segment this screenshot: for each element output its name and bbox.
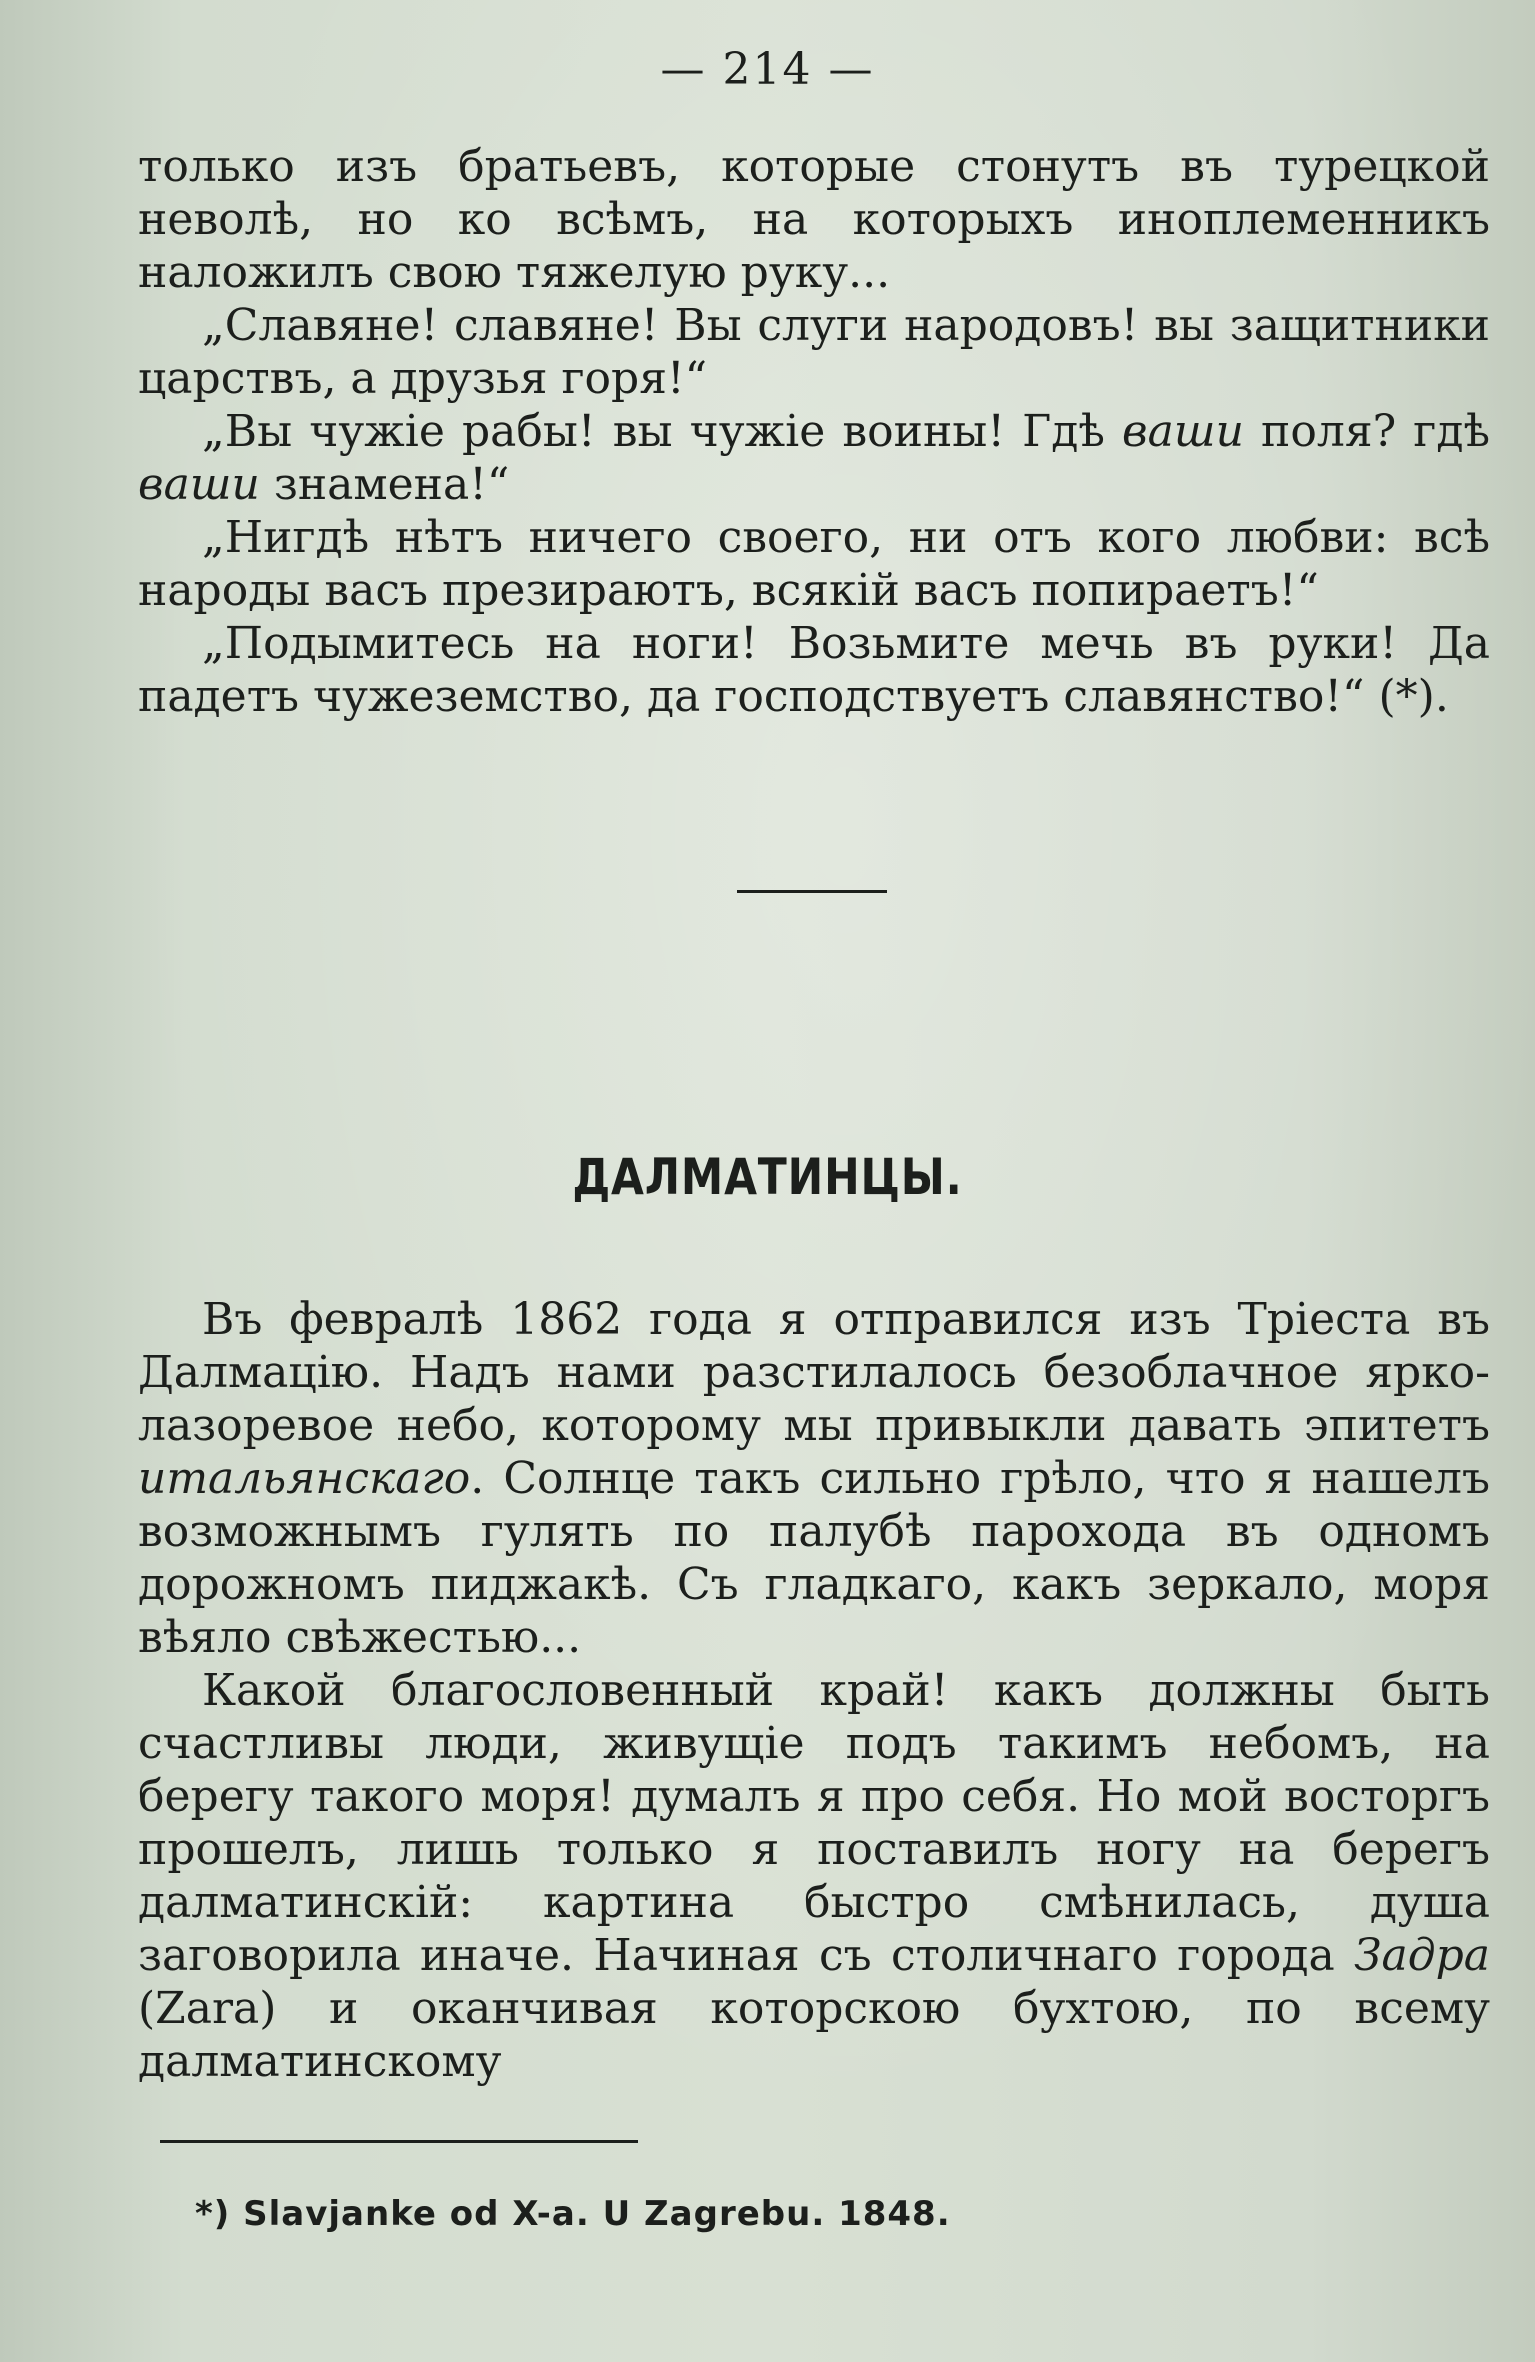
paragraph-foreign-slaves (138, 405, 1490, 511)
paragraph-voyage (138, 1293, 1490, 1664)
italic-word: Задра (1354, 1930, 1490, 1981)
paragraph-slavs-quote: „Славяне! славяне! Вы слуги народовъ! вы защитники царствъ, а друзья горя!“ (138, 300, 1490, 404)
paragraph-blessed-land (138, 1664, 1490, 2088)
top-section (138, 140, 1490, 723)
paragraph-rise-up: „Подымитесь на ноги! Возьмите мечь въ руки! Да падетъ чужеземство, да господствуетъ славянство!“ (*). (138, 618, 1490, 722)
text-run: . Солнце такъ сильно грѣло, что я нашелъ возможнымъ гулять по палубѣ парохода въ одномъ дорожномъ пиджакѣ. Съ гладкаго, какъ зеркало, моря вѣяло свѣжестью... (138, 1453, 1490, 1663)
chapter-heading: ДАЛМАТИНЦЫ. (572, 1148, 963, 1206)
footnote-rule (160, 2140, 638, 2143)
page-number-header: — 214 — (660, 44, 875, 95)
italic-word: ваши (1122, 406, 1244, 457)
section-divider (737, 890, 887, 893)
text-run: знамена!“ (259, 459, 510, 510)
text-run: „Вы чужіе рабы! вы чужіе воины! Гдѣ (202, 406, 1123, 457)
paragraph-nowhere: „Нигдѣ нѣтъ ничего своего, ни отъ кого любви: всѣ народы васъ презираютъ, всякій васъ попираетъ!“ (138, 512, 1490, 616)
text-run: (Zara) и оканчивая которскою бухтою, по всему далматинскому (138, 1983, 1490, 2087)
italic-word: итальянскаго (138, 1453, 471, 1504)
text-run: Въ февралѣ 1862 года я отправился изъ Тріеста въ Далмацію. Надъ нами разстилалось безоблачное ярко-лазоревое небо, которому мы привыкли давать эпитетъ (138, 1294, 1490, 1451)
text-run: Какой благословенный край! какъ должны быть счастливы люди, живущіе подъ такимъ небомъ, на берегу такого моря! думалъ я про себя. Но мой восторгъ прошелъ, лишь только я поставилъ ногу на берегъ далматинскій: картина быстро смѣнилась, душа заговорила иначе. Начиная съ столичнаго города (138, 1665, 1490, 1981)
footnote: *) Slavjanke od X-a. U Zagrebu. 1848. (195, 2194, 951, 2234)
text-run: поля? гдѣ (1243, 406, 1490, 457)
main-section (138, 1293, 1490, 2088)
italic-word: ваши (138, 459, 260, 510)
paragraph-continuation: только изъ братьевъ, которые стонутъ въ турецкой неволѣ, но ко всѣмъ, на которыхъ иноплеменникъ наложилъ свою тяжелую руку... (138, 141, 1490, 298)
